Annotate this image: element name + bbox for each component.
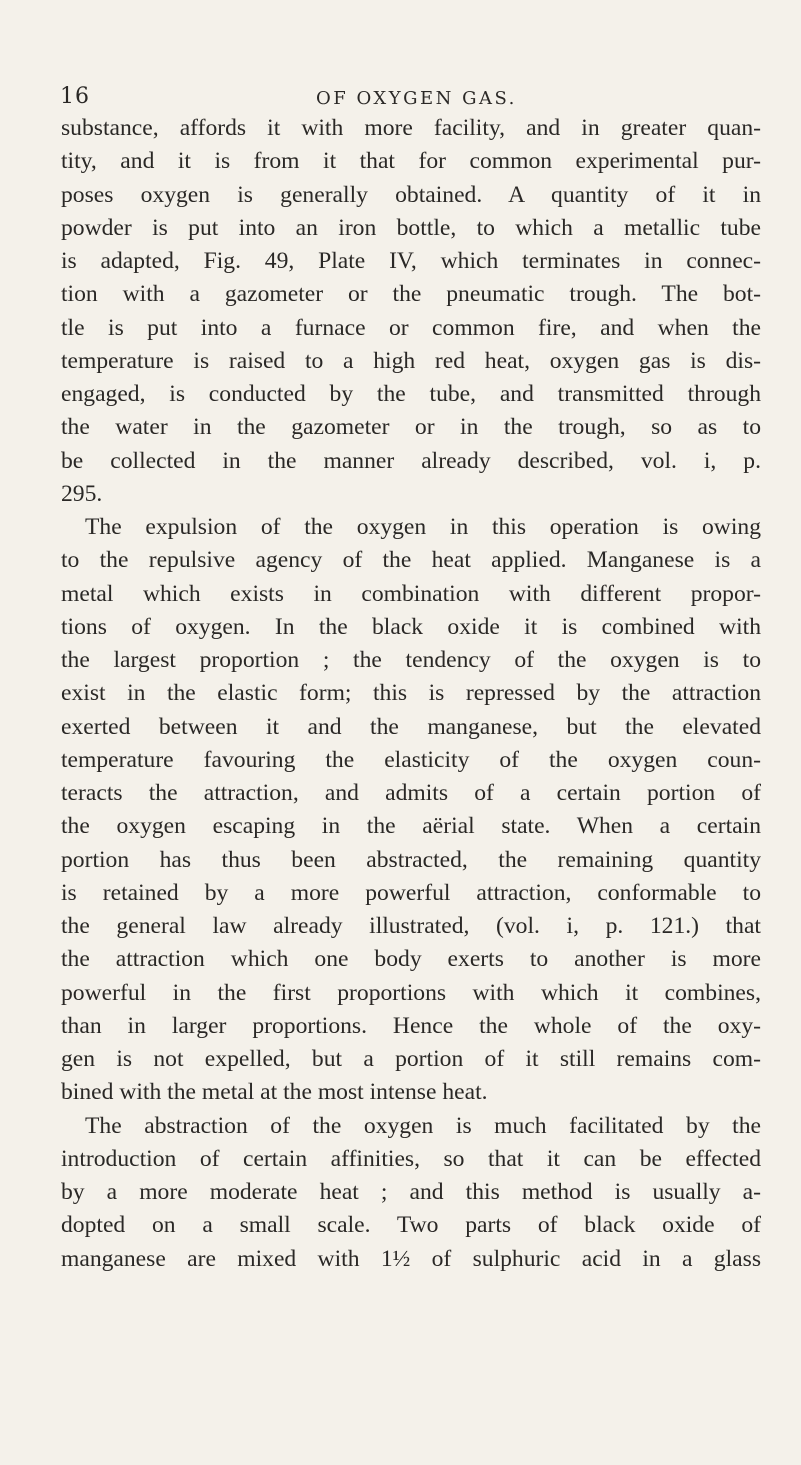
text-line: poses oxygen is generally obtained. A quantity of it in xyxy=(61,181,761,208)
text-line: bined with the metal at the most intense heat. xyxy=(61,1079,488,1106)
running-head xyxy=(60,84,741,114)
text-line: by a more moderate heat ; and this method is usually a- xyxy=(61,1179,761,1205)
text-line: teracts the attraction, and admits of a certain portion of xyxy=(61,780,761,806)
running-title: OF OXYGEN GAS. xyxy=(316,88,517,109)
text-line: is retained by a more powerful attraction, conformable to xyxy=(61,879,761,906)
text-line: powder is put into an iron bottle, to which a metallic tube xyxy=(61,214,761,241)
text-line: the water in the gazometer or in the trough, so as to xyxy=(61,414,761,441)
text-line: the oxygen escaping in the aërial state. When a certain xyxy=(61,813,761,840)
text-line: exerted between it and the manganese, but the elevated xyxy=(61,713,761,740)
text-line: than in larger proportions. Hence the whole of the oxy- xyxy=(61,1012,761,1039)
text-line: the general law already illustrated, (vol. i, p. 121.) that xyxy=(61,913,761,939)
text-line: tle is put into a furnace or common fire, and when the xyxy=(61,314,761,341)
text-line: tion with a gazometer or the pneumatic trough. The bot- xyxy=(61,281,761,308)
page-number: 16 xyxy=(60,84,90,109)
text-line: manganese are mixed with 1½ of sulphuric acid in a glass xyxy=(61,1245,761,1272)
text-line: engaged, is conducted by the tube, and transmitted through xyxy=(61,381,761,407)
text-line: is adapted, Fig. 49, Plate IV, which terminates in connec- xyxy=(61,248,761,274)
text-line: the attraction which one body exerts to another is more xyxy=(61,946,761,973)
text-line: portion has thus been abstracted, the remaining quantity xyxy=(61,846,761,873)
body-text xyxy=(61,112,761,1276)
text-line: tions of oxygen. In the black oxide it is combined with xyxy=(61,613,761,640)
text-line: powerful in the first proportions with which it combines, xyxy=(61,979,761,1006)
text-line: tity, and it is from it that for common experimental pur- xyxy=(61,148,761,175)
text-line: temperature favouring the elasticity of the oxygen coun- xyxy=(61,746,761,773)
text-line: the largest proportion ; the tendency of the oxygen is to xyxy=(61,647,761,673)
text-line: temperature is raised to a high red heat, oxygen gas is dis- xyxy=(61,347,761,374)
text-line: exist in the elastic form; this is repressed by the attraction xyxy=(61,680,761,707)
text-line: The expulsion of the oxygen in this operation is owing xyxy=(85,514,761,540)
text-line: introduction of certain affinities, so that it can be effected xyxy=(61,1145,761,1172)
text-line: to the repulsive agency of the heat applied. Manganese is a xyxy=(61,547,761,574)
text-line: The abstraction of the oxygen is much facilitated by the xyxy=(85,1112,761,1139)
text-line: substance, affords it with more facility, and in greater quan- xyxy=(61,115,761,141)
text-line: be collected in the manner already described, vol. i, p. xyxy=(61,447,761,474)
text-line: dopted on a small scale. Two parts of black oxide of xyxy=(61,1212,761,1239)
text-line: 295. xyxy=(61,480,103,507)
text-line: metal which exists in combination with different propor- xyxy=(61,580,761,607)
text-line: gen is not expelled, but a portion of it still remains com- xyxy=(61,1046,761,1072)
